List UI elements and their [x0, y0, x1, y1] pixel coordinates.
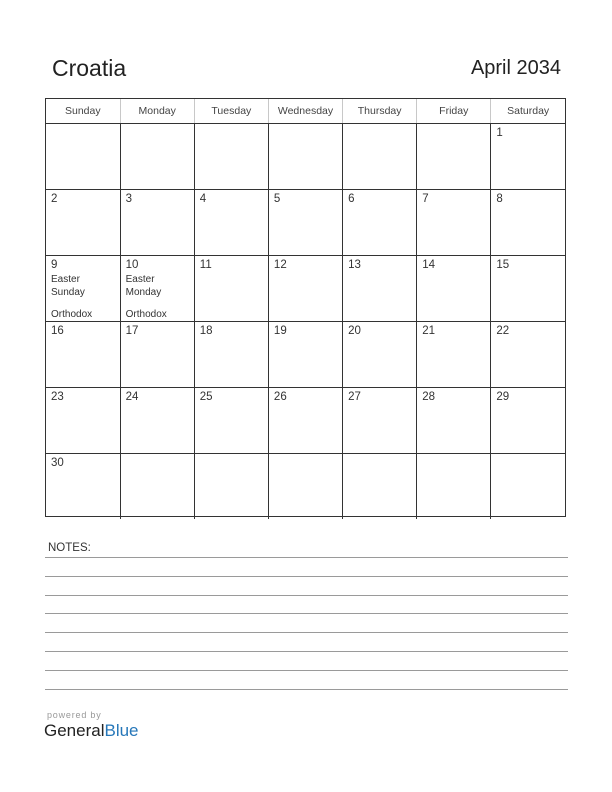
- day-number: 16: [51, 325, 64, 337]
- day-cell[interactable]: [268, 124, 342, 190]
- day-cell[interactable]: [194, 454, 268, 520]
- day-cell[interactable]: [268, 454, 342, 520]
- day-cell[interactable]: [268, 256, 342, 322]
- calendar-grid: [45, 98, 566, 517]
- day-cell[interactable]: [46, 454, 120, 520]
- day-cell[interactable]: [46, 124, 120, 190]
- notes-line: [45, 613, 568, 614]
- notes-line: [45, 651, 568, 652]
- day-number: 28: [422, 391, 435, 403]
- day-cell[interactable]: [120, 388, 194, 454]
- day-cell[interactable]: [194, 124, 268, 190]
- day-cell[interactable]: [120, 256, 194, 322]
- generalblue-logo[interactable]: [44, 721, 139, 741]
- notes-line: [45, 632, 568, 633]
- day-number: 19: [273, 325, 287, 337]
- notes-line: [45, 576, 568, 577]
- day-number: 26: [273, 391, 287, 403]
- day-cell[interactable]: [343, 388, 417, 454]
- day-cell[interactable]: [120, 124, 194, 190]
- day-number: 17: [125, 325, 139, 337]
- day-number: 6: [348, 193, 355, 205]
- day-number: 9: [51, 259, 58, 271]
- day-cell[interactable]: [417, 322, 491, 388]
- day-number: 18: [199, 325, 213, 337]
- holiday-label: Easter Monday: [125, 274, 162, 298]
- day-number: 21: [422, 325, 435, 337]
- week-row: [46, 190, 565, 256]
- day-cell[interactable]: [120, 322, 194, 388]
- weekday-monday: Monday: [120, 99, 194, 124]
- brand-general: General: [44, 721, 105, 740]
- day-cell[interactable]: [417, 124, 491, 190]
- day-number: 15: [496, 259, 510, 271]
- day-cell[interactable]: [491, 388, 565, 454]
- week-row: [46, 322, 565, 388]
- day-cell[interactable]: [268, 322, 342, 388]
- holiday-note: Orthodox: [51, 309, 93, 320]
- day-number: 14: [422, 259, 435, 271]
- weekday-saturday: Saturday: [491, 99, 565, 124]
- day-number: 4: [199, 193, 207, 205]
- day-number: 8: [496, 193, 503, 205]
- day-cell[interactable]: [194, 388, 268, 454]
- month-title: April 2034: [470, 57, 561, 79]
- day-cell[interactable]: [343, 322, 417, 388]
- day-cell[interactable]: [46, 190, 120, 256]
- notes-line: [45, 670, 568, 671]
- weekday-header-row: [46, 99, 565, 124]
- day-cell[interactable]: [491, 256, 565, 322]
- day-cell[interactable]: [194, 322, 268, 388]
- day-cell[interactable]: [343, 256, 417, 322]
- day-cell[interactable]: [46, 388, 120, 454]
- day-number: 27: [348, 391, 361, 403]
- notes-line: [45, 557, 568, 558]
- day-number: 30: [51, 457, 64, 469]
- week-row: [46, 388, 565, 454]
- day-cell[interactable]: [343, 124, 417, 190]
- brand-blue: Blue: [104, 721, 139, 740]
- day-number: 13: [348, 259, 361, 271]
- day-cell[interactable]: [417, 256, 491, 322]
- weekday-sunday: Sunday: [46, 99, 120, 124]
- day-number: 20: [348, 325, 361, 337]
- day-cell[interactable]: [46, 256, 120, 322]
- holiday-label: Easter Sunday: [51, 274, 85, 298]
- day-cell[interactable]: [343, 190, 417, 256]
- day-cell[interactable]: [491, 454, 565, 520]
- day-number: 10: [125, 259, 139, 271]
- day-number: 1: [496, 127, 503, 139]
- day-cell[interactable]: [491, 190, 565, 256]
- day-number: 3: [125, 193, 133, 205]
- day-number: 25: [199, 391, 213, 403]
- day-number: 22: [496, 325, 510, 337]
- weekday-tuesday: Tuesday: [194, 99, 268, 124]
- notes-line: [45, 595, 568, 596]
- week-row: [46, 454, 565, 520]
- day-number: 12: [273, 259, 287, 271]
- day-cell[interactable]: [268, 190, 342, 256]
- day-cell[interactable]: [46, 322, 120, 388]
- week-row: [46, 256, 565, 322]
- day-number: 5: [273, 193, 281, 205]
- day-number: 11: [199, 259, 212, 271]
- weekday-thursday: Thursday: [343, 99, 417, 124]
- day-cell[interactable]: [417, 190, 491, 256]
- day-cell[interactable]: [417, 388, 491, 454]
- week-row: [46, 124, 565, 190]
- day-cell[interactable]: [491, 124, 565, 190]
- holiday-note: Orthodox: [125, 309, 167, 320]
- day-number: 23: [51, 391, 64, 403]
- powered-by-text: powered by: [47, 710, 102, 720]
- day-cell[interactable]: [268, 388, 342, 454]
- day-cell[interactable]: [491, 322, 565, 388]
- day-cell[interactable]: [194, 190, 268, 256]
- day-cell[interactable]: [120, 190, 194, 256]
- day-number: 7: [422, 193, 429, 205]
- day-number: 24: [125, 391, 139, 403]
- notes-line: [45, 689, 568, 690]
- day-number: 2: [51, 193, 58, 205]
- day-number: 29: [496, 391, 510, 403]
- notes-label: NOTES:: [48, 542, 91, 554]
- weekday-wednesday: Wednesday: [268, 99, 342, 124]
- country-title: Croatia: [52, 55, 127, 81]
- day-cell[interactable]: [194, 256, 268, 322]
- day-cell[interactable]: [343, 454, 417, 520]
- day-cell[interactable]: [120, 454, 194, 520]
- day-cell[interactable]: [417, 454, 491, 520]
- weekday-friday: Friday: [417, 99, 491, 124]
